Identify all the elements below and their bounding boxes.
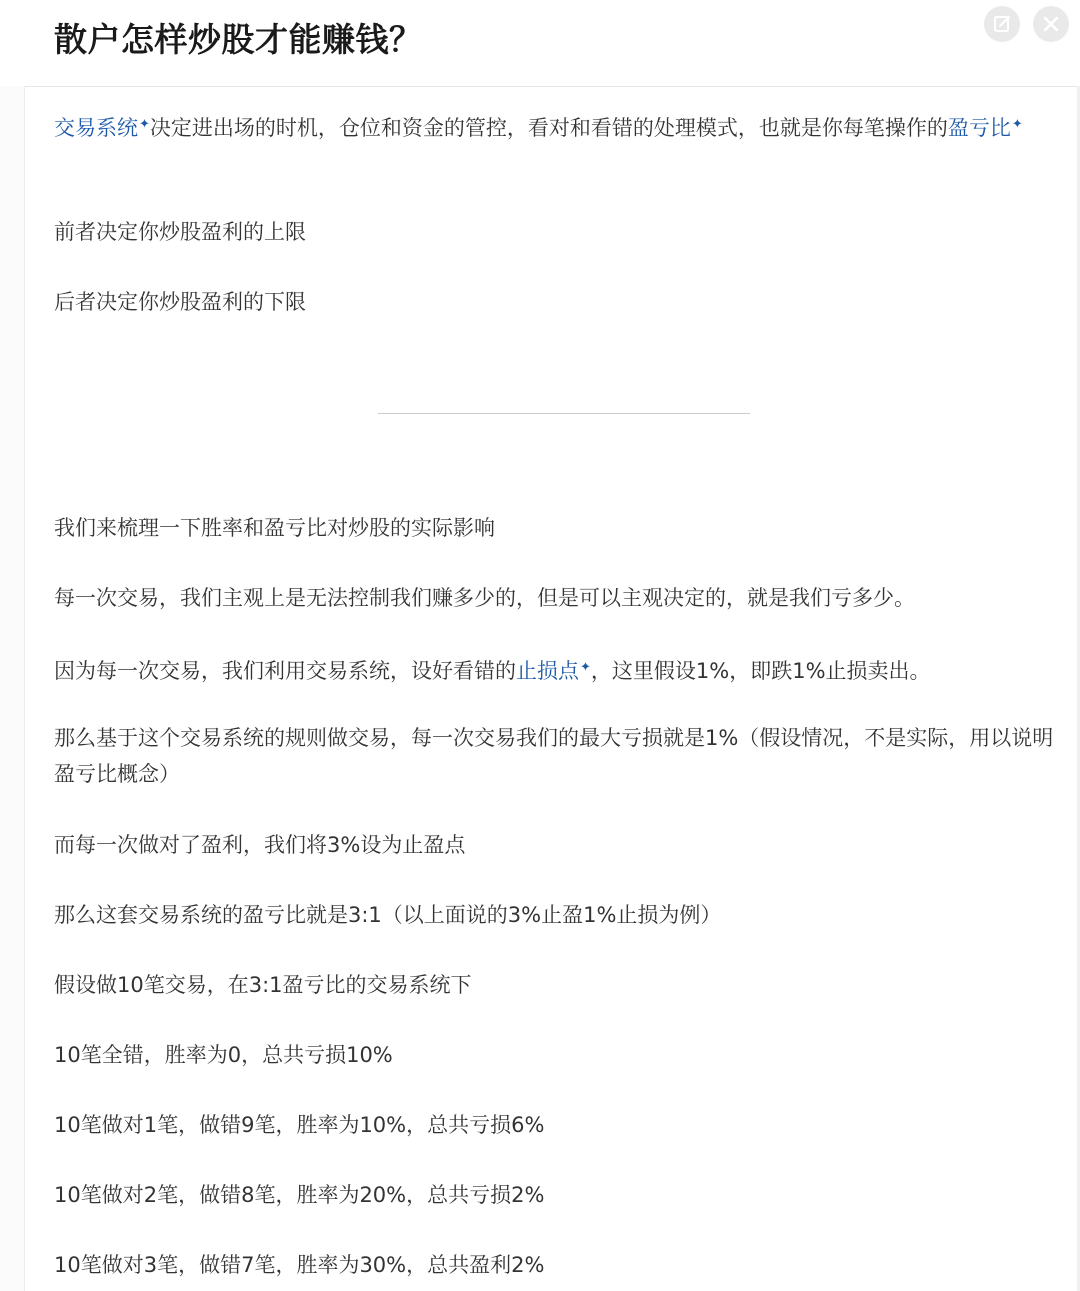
left-border	[0, 86, 25, 1291]
edit-button[interactable]	[984, 6, 1020, 42]
sparkle-icon: ✦	[580, 660, 591, 675]
paragraph: 10笔做对3笔，做错7笔，胜率为30%，总共盈利2%	[54, 1253, 545, 1277]
paragraph-stop-loss	[54, 650, 1059, 689]
paragraph: 10笔做对2笔，做错8笔，胜率为20%，总共亏损2%	[54, 1183, 545, 1207]
sparkle-icon: ✦	[139, 117, 150, 132]
article-header	[0, 0, 1080, 87]
link-profit-loss-ratio[interactable]: 盈亏比	[947, 116, 1011, 140]
paragraph: 后者决定你炒股盈利的下限	[54, 290, 306, 314]
page-title: 散户怎样炒股才能赚钱？	[54, 20, 423, 59]
paragraph: 那么这套交易系统的盈亏比就是3:1（以上面说的3%止盈1%止损为例）	[54, 903, 722, 927]
paragraph: 那么基于这个交易系统的规则做交易，每一次交易我们的最大亏损就是1%（假设情况，不是实际，用以说明盈亏比概念）	[54, 726, 1054, 786]
paragraph: 我们来梳理一下胜率和盈亏比对炒股的实际影响	[54, 516, 495, 540]
edit-icon	[984, 6, 1020, 42]
link-trading-system[interactable]: 交易系统	[54, 116, 138, 140]
close-icon	[1033, 6, 1069, 42]
section-divider	[378, 413, 750, 414]
close-button[interactable]	[1033, 6, 1069, 42]
paragraph: 每一次交易，我们主观上是无法控制我们赚多少的，但是可以主观决定的，就是我们亏多少。	[54, 586, 915, 610]
sparkle-icon: ✦	[1011, 117, 1023, 132]
paragraph: 10笔做对1笔，做错9笔，胜率为10%，总共亏损6%	[54, 1113, 545, 1137]
paragraph-text: ，这里假设1%，即跌1%止损卖出。	[590, 659, 931, 683]
paragraph-text: 因为每一次交易，我们利用交易系统，设好看错的	[54, 659, 516, 683]
paragraph-text: 决定进出场的时机，仓位和资金的管控，看对和看错的处理模式，也就是你每笔操作的	[149, 116, 948, 140]
paragraph: 假设做10笔交易，在3:1盈亏比的交易系统下	[54, 973, 472, 997]
link-stop-loss[interactable]: 止损点	[516, 659, 579, 683]
paragraph: 而每一次做对了盈利，我们将3%设为止盈点	[54, 833, 466, 857]
paragraph: 前者决定你炒股盈利的上限	[54, 220, 306, 244]
paragraph-trading-system	[54, 107, 1059, 146]
paragraph: 10笔全错，胜率为0，总共亏损10%	[54, 1043, 393, 1067]
